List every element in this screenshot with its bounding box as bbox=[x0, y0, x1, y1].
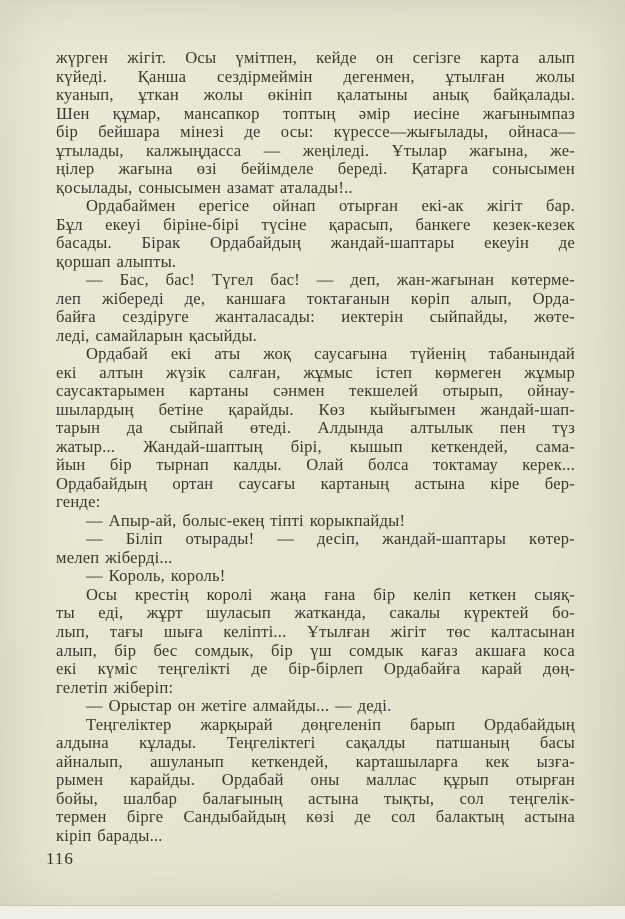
text-line: Ордабайдың ортан саусағы картаның астына кіре бер- bbox=[56, 473, 575, 493]
text-line: леп жібереді де, каншаға токтағанын көріп алып, Орда- bbox=[56, 288, 575, 308]
text-line: лып, тағы шыға келіпті... Ұтылған жігіт төс калтасынан bbox=[56, 621, 575, 641]
text-line: шылардың бетіне қарайды. Көз кыйығымен жандай-шап- bbox=[56, 399, 575, 419]
text-line: саусактарымен картаны сәнмен текшелей отырып, ойнау- bbox=[56, 381, 575, 401]
text-line: йын бір тырнап калды. Олай болса токтамау керек... bbox=[56, 455, 575, 475]
text-line: — Апыр-ай, болыс-екең тіпті корыкпайды! bbox=[86, 510, 406, 530]
text-line: Осы крестің королі жаңа ғана бір келіп кеткен сыяқ- bbox=[86, 584, 575, 604]
text-line: кіріп барады... bbox=[56, 825, 163, 845]
text-line: екі күміс теңгелікті де бір-бірлеп Ордабайға карай дөң- bbox=[56, 659, 575, 679]
page-text bbox=[56, 49, 575, 845]
text-line: жатыр... Жандай-шаптың бірі, кышып кеткендей, сама- bbox=[56, 436, 575, 456]
text-line: Теңгеліктер жарқырай дөңгеленіп барып Ордабайдың bbox=[86, 714, 575, 734]
text-line: — Біліп отырады! — десіп, жандай-шаптары көтер- bbox=[86, 529, 575, 549]
text-line: екі алтын жүзік салған, жұмыс істеп көрмеген жұмыр bbox=[56, 362, 575, 382]
text-line: тарын да сыйпай өтеді. Алдында алтылык пен түз bbox=[56, 418, 575, 438]
text-line: куанып, ұткан жолы өкініп қалатыны анық байқалады. bbox=[56, 85, 575, 105]
text-line: леді, самайларын қасыйды. bbox=[56, 325, 258, 345]
text-line: мелеп жіберді... bbox=[56, 547, 173, 567]
text-line: қоршап алыпты. bbox=[56, 251, 177, 271]
text-line: алып, бір бес сомдык, бір үш сомдык кағаз акшаға коса bbox=[56, 640, 575, 660]
text-line: гелетіп жіберіп: bbox=[56, 677, 174, 697]
text-line: ты еді, жұрт шуласып жатканда, сакалы күректей бо- bbox=[56, 603, 575, 623]
page-number: 116 bbox=[46, 849, 74, 868]
text-line: генде: bbox=[56, 492, 101, 512]
page-top-edge bbox=[0, 0, 625, 3]
text-line: рымен карайды. Ордабай оны маллас құрып отырған bbox=[56, 770, 575, 790]
text-line: — Бас, бас! Түгел бас! — деп, жан-жағынан көтерме- bbox=[86, 270, 575, 290]
text-line: алдына кұлады. Теңгеліктегі сақалды патшаның басы bbox=[56, 733, 575, 753]
text-line: Ордабай екі аты жоқ саусағына түйенің табанындай bbox=[86, 344, 575, 364]
text-line: байға сездіруге жанталасады: иектерін сыйпайды, жөте- bbox=[56, 307, 575, 327]
text-line: Бұл екеуі біріне-бірі түсіне қарасып, банкеге кезек-кезек bbox=[56, 214, 575, 234]
text-line: бойы, шалбар балағының астына тықты, сол теңгелік- bbox=[56, 788, 575, 808]
text-line: айналып, ашуланып кеткендей, карташыларға кек ызға- bbox=[56, 751, 575, 771]
text-line: жүрген жігіт. Осы үмітпен, кейде он сегізге карта алып bbox=[56, 48, 575, 67]
text-line: — Король, король! bbox=[86, 566, 226, 586]
text-line: бір бейшара мінезі де осы: күрессе—жығылады, ойнаса— bbox=[56, 122, 575, 142]
text-line: ұтылады, калжыңдасса — жеңіледі. Ұтылар жағына, же- bbox=[56, 140, 575, 160]
text-line: — Орыстар он жетіге алмайды... — деді. bbox=[86, 696, 392, 716]
text-line: ңілер жағына өзі бейімделе береді. Қатарға сонысымен bbox=[56, 159, 575, 179]
page-bottom-edge bbox=[0, 906, 625, 919]
text-line: қосылады, сонысымен азамат аталады!.. bbox=[56, 177, 353, 197]
text-line: күйеді. Қанша сездірмеймін дегенмен, ұтылған жолы bbox=[56, 66, 575, 86]
text-line: термен бірге Сандыбайдың көзі де сол балактың астына bbox=[56, 807, 575, 827]
text-line: Ордабаймен ерегісе ойнап отырған екі-ак жігіт бар. bbox=[86, 196, 575, 216]
text-line: Шен құмар, мансапкор топтың әмір иесіне жағынымпаз bbox=[56, 103, 575, 123]
text-line: басады. Бірак Ордабайдың жандай-шаптары екеуін де bbox=[56, 233, 575, 253]
